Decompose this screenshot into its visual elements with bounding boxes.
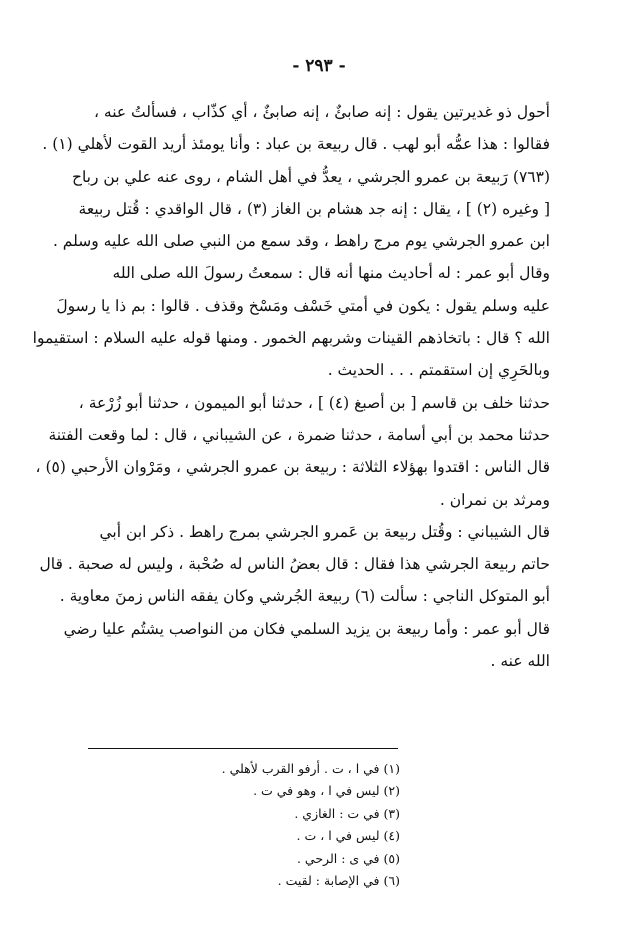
text-line: [ وغيره (٢) ] ، يقال : إنه جد هشام بن الغاز (٣) ، قال الواقدي : قُتل ربيعة	[78, 199, 550, 218]
text-line: أبو المتوكل الناجي : سألت (٦) ربيعة الجُرشي وكان يفقه الناس زمنَ معاوية .	[59, 587, 550, 606]
footnote: (٦) في الإصابة : لقيت .	[277, 872, 400, 888]
text-line: قال الناس : اقتدوا بهؤلاء الثلاثة : ربيعة بن عمرو الجرشي ، ومَرْوان الأرحبي (٥) ،	[35, 458, 550, 477]
text-line: الله ؟ قال : باتخاذهم القينات وشربهم الخمور . ومنها قوله عليه السلام : استقيموا	[32, 329, 550, 348]
page-number: - ٢٩٣ -	[292, 56, 346, 76]
text-line: حدثنا خلف بن قاسم [ بن أصبغ (٤) ] ، حدثنا أبو الميمون ، حدثنا أبو زُرْعة ،	[78, 393, 550, 412]
text-line: حاتم ربيعة الجرشي هذا فقال : قال بعضُ الناس له صُحْبة ، وليس له صحبة . قال	[39, 555, 550, 574]
main-text	[32, 96, 550, 677]
text-line: عليه وسلم يقول : يكون في أمتي خَسْف ومَسْخ وقذف . قالوا : بم ذا يا رسولَ	[56, 296, 550, 315]
text-line: وبالحَرِي إن استقمتم . . . الحديث .	[327, 361, 550, 380]
text-line: وقال أبو عمر : له أحاديث منها أنه قال : سمعتُ رسولَ الله صلى الله	[112, 264, 550, 283]
text-line: فقالوا : هذا عمُّه أبو لهب . قال ربيعة بن عباد : وأنا يومئذ أريد القوت لأهلي (١) .	[42, 135, 550, 154]
footnote: (٤) ليس في ا ، ت .	[296, 828, 400, 844]
footnote: (٢) ليس في ا ، وهو في ت .	[253, 783, 400, 799]
footnote: (١) في ا ، ت . أرفو القرب لأهلي .	[221, 761, 400, 776]
text-line: ابن عمرو الجرشي يوم مرج راهط ، وقد سمع من النبي صلى الله عليه وسلم .	[52, 232, 550, 251]
text-line: قال أبو عمر : وأما ربيعة بن يزيد السلمي فكان من النواصب يشتُم عليا رضي	[63, 619, 550, 638]
text-line: قال الشيباني : وقُتل ربيعة بن عَمرو الجرشي بمرج راهط . ذكر ابن أبي	[99, 522, 550, 541]
text-line: أحول ذو غديرتين يقول : إنه صابئٌ ، إنه صابئٌ ، أي كذّاب ، فسألتُ عنه ،	[93, 103, 550, 121]
footnote: (٣) في ت : الغازي .	[294, 805, 400, 821]
text-line: حدثنا محمد بن أبي أسامة ، حدثنا ضمرة ، عن الشيباني ، قال : لما وقعت الفتنة	[48, 425, 550, 444]
entry-763-heading-line: (٧٦٣) رَبيعة بن عمرو الجرشي ، يعدُّ في أهل الشام ، روى عنه علي بن رباح	[71, 167, 550, 186]
footnote-divider	[88, 748, 398, 749]
text-line: ومرثد بن نمران .	[439, 490, 550, 509]
footnote: (٥) في ى : الرحي .	[296, 850, 400, 866]
footnotes	[190, 758, 400, 892]
text-line: الله عنه .	[490, 652, 550, 671]
